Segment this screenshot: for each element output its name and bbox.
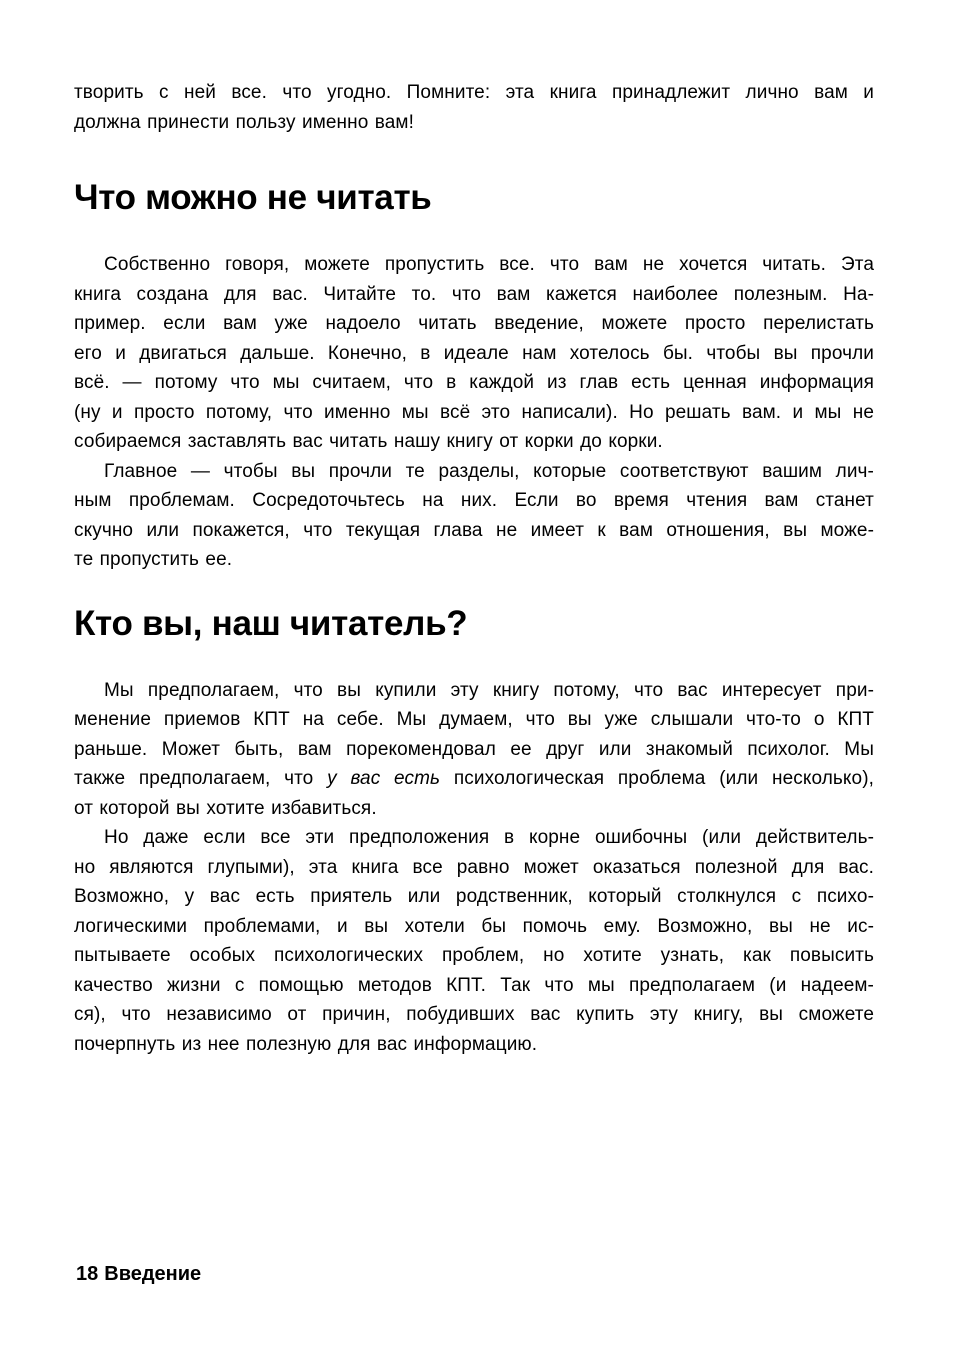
text-segment: почерпнуть из нее полезную для вас информацию. (74, 1033, 538, 1055)
text-line (74, 486, 874, 516)
text-segment: собираемся заставлять вас читать нашу книгу от корки до корки. (74, 431, 663, 452)
text-line (74, 794, 874, 824)
section-heading: Кто вы, наш читатель? (74, 603, 468, 643)
text-segment: Мы предполагаем, что вы купили эту книгу потому, что вас интересует при- (104, 679, 874, 701)
text-line (74, 941, 874, 971)
text-segment: всё. — потому что мы считаем, что в каждой из глав есть ценная информация (74, 372, 874, 393)
page-footer (76, 1262, 201, 1286)
text-segment: психологическая проблема (или несколько), (440, 768, 874, 789)
text-line (74, 1000, 874, 1030)
text-line (74, 78, 874, 108)
text-segment: скучно или покажется, что текущая глава не имеет к вам отношения, вы може- (74, 519, 874, 541)
text-segment: Но даже если все эти предположения в корне ошибочны (или действитель- (104, 827, 874, 848)
text-segment: его и двигаться дальше. Конечно, в идеале нам хотелось бы. чтобы вы прочли (74, 342, 874, 364)
text-line (74, 1030, 874, 1060)
text-line (74, 823, 874, 853)
section-heading: Что можно не читать (74, 178, 432, 217)
text-line (74, 912, 874, 942)
text-segment: качество жизни с помощью методов КПТ. Так что мы предполагаем (и надеем- (74, 974, 874, 996)
text-line (74, 368, 874, 398)
text-line (74, 398, 874, 428)
text-segment: Собственно говоря, можете пропустить все. что вам не хочется читать. Эта (104, 254, 874, 275)
text-line (74, 545, 874, 575)
text-line (74, 427, 874, 457)
paragraph (74, 457, 874, 575)
text-segment: книга создана для вас. Читайте то. что вам кажется наиболее полезным. На- (74, 283, 874, 305)
text-line (74, 764, 874, 794)
text-segment: пытываете особых психологических проблем, но хотите узнать, как повысить (74, 945, 874, 966)
text-segment: от которой вы хотите избавиться. (74, 797, 377, 819)
emphasized-text: у вас есть (327, 768, 441, 789)
text-segment: те пропустить ее. (74, 549, 233, 570)
paragraph (74, 78, 874, 137)
text-segment: (ну и просто потому, что именно мы всё это написали). Но решать вам. и мы не (74, 401, 874, 423)
text-line (74, 457, 874, 487)
text-line (74, 280, 874, 310)
text-segment: должна принести пользу именно вам! (74, 111, 414, 133)
text-segment: творить с ней все. что угодно. Помните: эта книга принадлежит лично вам и (74, 82, 874, 103)
paragraph (74, 676, 874, 824)
text-segment: раньше. Может быть, вам порекомендовал ее друг или знакомый психолог. Мы (74, 738, 874, 760)
text-line (74, 339, 874, 369)
text-line (74, 250, 874, 280)
text-segment: логическими проблемами, и вы хотели бы помочь ему. Возможно, вы не ис- (74, 915, 874, 937)
text-line (74, 516, 874, 546)
text-line (74, 882, 874, 912)
text-line (74, 309, 874, 339)
footer-page-number: 18 (76, 1263, 99, 1285)
text-line (74, 735, 874, 765)
text-segment: ся), что независимо от причин, побудивших вас купить эту книгу, вы сможете (74, 1004, 874, 1025)
paragraph (74, 823, 874, 1059)
text-segment: ным проблемам. Сосредоточьтесь на них. Если во время чтения вам станет (74, 490, 874, 511)
text-segment: менение приемов КПТ на себе. Мы думаем, что вы уже слышали что-то о КПТ (74, 709, 874, 730)
text-line (74, 971, 874, 1001)
text-segment: Возможно, у вас есть приятель или родственник, который столкнулся с психо- (74, 886, 874, 907)
paragraph (74, 250, 874, 457)
text-line (74, 676, 874, 706)
text-line (74, 853, 874, 883)
text-segment: пример. если вам уже надоело читать введение, можете просто перелистать (74, 313, 874, 334)
text-segment: но являются глупыми), эта книга все равно может оказаться полезной для вас. (74, 856, 874, 878)
text-line (74, 108, 874, 138)
text-line (74, 705, 874, 735)
text-segment: также предполагаем, что (74, 768, 328, 789)
footer-section-label: Введение (104, 1263, 202, 1285)
text-segment: Главное — чтобы вы прочли те разделы, которые соответствуют вашим лич- (104, 460, 874, 482)
